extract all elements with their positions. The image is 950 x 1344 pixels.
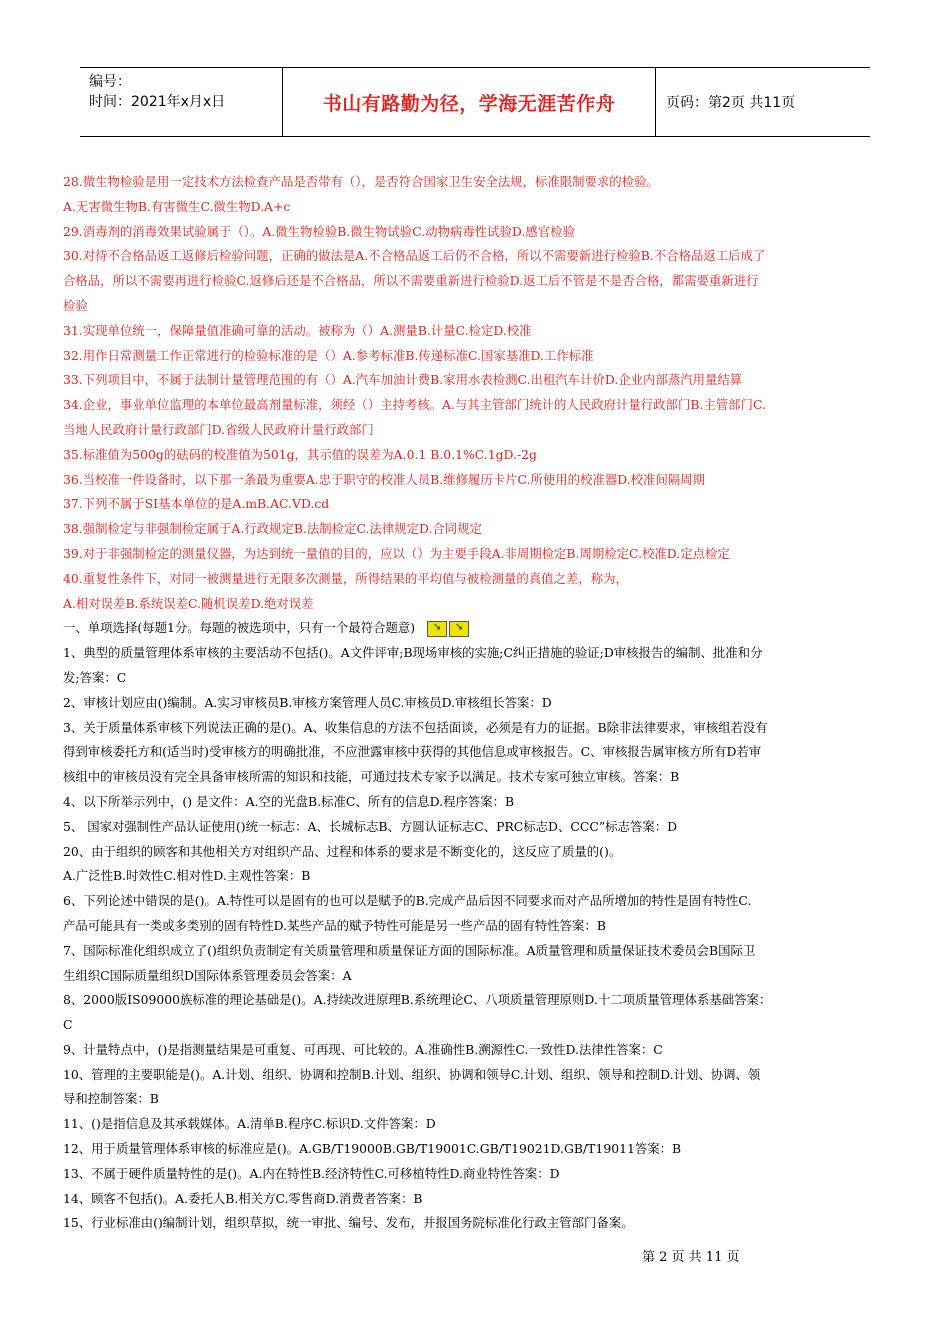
text-line: 11、()是指信息及其承载媒体。A.清单B.程序C.标识D.文件答案：D — [63, 1116, 436, 1132]
text-line: 36.当校准一件设备时，以下那一条最为重要A.忠于职守的校准人员B.维修履历卡片C.所使用的校准器D.校准间隔周期 — [63, 471, 706, 487]
prev-arrow-icon[interactable]: ↘ — [427, 621, 447, 637]
text-line: 核组中的审核员没有完全具备审核所需的知识和技能，可通过技术专家予以满足。技术专家可独立审核。答案：B — [63, 769, 680, 785]
text-line: A.相对误差B.系统误差C.随机误差D.绝对误差 — [63, 595, 314, 611]
text-line: 33.下列项目中，不属于法制计量管理范围的有（）A.汽车加油计费B.家用水表检测C.出租汽车计价D.企业内部蒸汽用量结算 — [63, 372, 743, 388]
text-line: 导和控制答案：B — [63, 1091, 159, 1107]
section-title: 一、单项选择(每题1分。每题的被选项中，只有一个最符合题意) — [63, 620, 416, 636]
text-line: 产品可能具有一类或多类别的固有特性D.某些产品的赋予特性可能是另一些产品的固有特性答案：B — [63, 917, 606, 933]
text-line: 29.消毒剂的消毒效果试验属于（）。A.微生物检验B.微生物试验C.动物病毒性试验D.感官检验 — [63, 223, 575, 239]
section-title-row — [63, 616, 888, 641]
text-line: 20、由于组织的顾客和其他相关方对组织产品、过程和体系的要求是不断变化的，这反应了质量的()。 — [63, 843, 622, 859]
text-line: 39.对于非强制检定的测量仪器，为达到统一量值的目的，应以（）为主要手段A.非周期检定B.周期检定C.校准D.定点检定 — [63, 545, 730, 561]
text-line: 9、计量特点中，()是指测量结果是可重复、可再现、可比较的。A.准确性B.溯源性C.一致性D.法律性答案：C — [63, 1041, 663, 1057]
black-question-block — [63, 641, 888, 1236]
text-line: 检验 — [63, 297, 88, 313]
text-line: 生组织C国际质量组织D国际体系管理委员会答案：A — [63, 967, 352, 983]
document-number-label: 编号： — [89, 74, 131, 90]
text-line: 10、管理的主要职能是()。A.计划、组织、协调和控制B.计划、组织、协调和领导C.计划、组织、领导和控制D.计划、协调、领 — [63, 1066, 761, 1082]
document-time-label: 时间：2021年x月x日 — [89, 94, 226, 110]
text-line: A.无害微生物B.有害微生C.微生物D.A+c — [63, 198, 291, 214]
text-line: 15、行业标准由()编制计划，组织草拟，统一审批、编号、发布，并报国务院标准化行政主管部门备案。 — [63, 1215, 634, 1231]
page-header — [80, 67, 870, 137]
page-footer: 第 2 页 共 11 页 — [642, 1250, 740, 1265]
text-line: 40.重复性条件下，对同一被测量进行无限多次测量，所得结果的平均值与被检测量的真值之差，称为， — [63, 570, 628, 586]
text-line: 12、用于质量管理体系审核的标准应是()。A.GB/T19000B.GB/T19001C.GB/T19021D.GB/T19011答案：B — [63, 1141, 682, 1157]
text-line: 13、不属于硬件质量特性的是()。A.内在特性B.经济特性C.可移植特性D.商业特性答案：D — [63, 1165, 560, 1181]
document-body — [63, 170, 888, 1236]
text-line: 14、顾客不包括()。A.委托人B.相关方C.零售商D.消费者答案：B — [63, 1190, 423, 1206]
text-line: 发;答案：C — [63, 669, 127, 685]
nav-buttons — [427, 621, 469, 637]
text-line: 6、下列论述中错误的是()。A.特性可以是固有的也可以是赋予的B.完成产品后因不同要求而对产品所增加的特性是固有特性C. — [63, 893, 752, 909]
text-line: 合格品，所以不需要再进行检验C.返修后还是不合格品，所以不需要重新进行检验D.返工后不管是不是否合格，都需要重新进行 — [63, 273, 759, 289]
text-line: A.广泛性B.时效性C.相对性D.主观性答案：B — [63, 868, 311, 884]
text-line: 32.用作日常测量工作正常进行的检验标准的是（）A.参考标准B.传递标准C.国家基准D.工作标准 — [63, 347, 594, 363]
red-question-block — [63, 170, 888, 616]
text-line: 7、国际标准化组织成立了()组织负责制定有关质量管理和质量保证方面的国际标准。A质量管理和质量保证技术委员会B国际卫 — [63, 942, 756, 958]
next-arrow-icon[interactable]: ↘ — [449, 621, 469, 637]
text-line: 1、典型的质量管理体系审核的主要活动不包括()。A文件评审;B现场审核的实施;C纠正措施的验证;D审核报告的编制、批准和分 — [63, 645, 763, 661]
text-line: 35.标准值为500g的砝码的校准值为501g，其示值的误差为A.0.1 B.0.1%C.1gD.-2g — [63, 446, 537, 462]
header-meta — [80, 68, 283, 136]
text-line: 34.企业，事业单位监理的本单位最高剂量标准，须经（）主持考核。A.与其主管部门统计的人民政府计量行政部门B.主管部门C. — [63, 397, 766, 413]
header-page-info: 页码：第2页 共11页 — [666, 95, 796, 111]
text-line: 30.对待不合格品返工返修后检验问题，正确的做法是A.不合格品返工后仍不合格，所以不需要新进行检验B.不合格品返工后成了 — [63, 248, 766, 264]
text-line: 28.微生物检验是用一定技术方法检查产品是否带有（），是否符合国家卫生安全法规，标准限制要求的检验。 — [63, 174, 659, 189]
text-line: 38.强制检定与非强制检定属于A.行政规定B.法制检定C.法律规定D.合同规定 — [63, 521, 482, 537]
text-line: 4、以下所举示列中，() 是文件：A.空的光盘B.标准C、所有的信息D.程序答案：B — [63, 793, 515, 809]
text-line: C — [63, 1017, 73, 1033]
text-line: 5、 国家对强制性产品认证使用()统一标志：A、长城标志B、方圆认证标志C、PRC标志D、CCC”标志答案：D — [63, 818, 678, 834]
text-line: 3、关于质量体系审核下列说法正确的是()。A、收集信息的方法不包括面谈，必须是有力的证据。B除非法律要求，审核组若没有 — [63, 719, 768, 735]
text-line: 得到审核委托方和(适当时)受审核方的明确批准，不应泄露审核中获得的其他信息或审核报告。C、审核报告属审核方所有D若审 — [63, 744, 762, 760]
header-motto: 书山有路勤为径，学海无涯苦作舟 — [283, 68, 656, 136]
text-line: 2、审核计划应由()编制。A.实习审核员B.审核方案管理人员C.审核员D.审核组长答案：D — [63, 694, 552, 710]
text-line: 8、2000版IS09000族标准的理论基础是()。A.持续改进原理B.系统理论C、八项质量管理原则D.十二项质量管理体系基础答案： — [63, 992, 772, 1008]
text-line: 当地人民政府计量行政部门D.省级人民政府计量行政部门 — [63, 421, 374, 437]
text-line: 37.下列不属于SI基本单位的是A.mB.AC.VD.cd — [63, 496, 330, 512]
text-line: 31.实现单位统一，保障量值准确可靠的活动。被称为（）A.测量B.计量C.检定D.校准 — [63, 322, 532, 338]
